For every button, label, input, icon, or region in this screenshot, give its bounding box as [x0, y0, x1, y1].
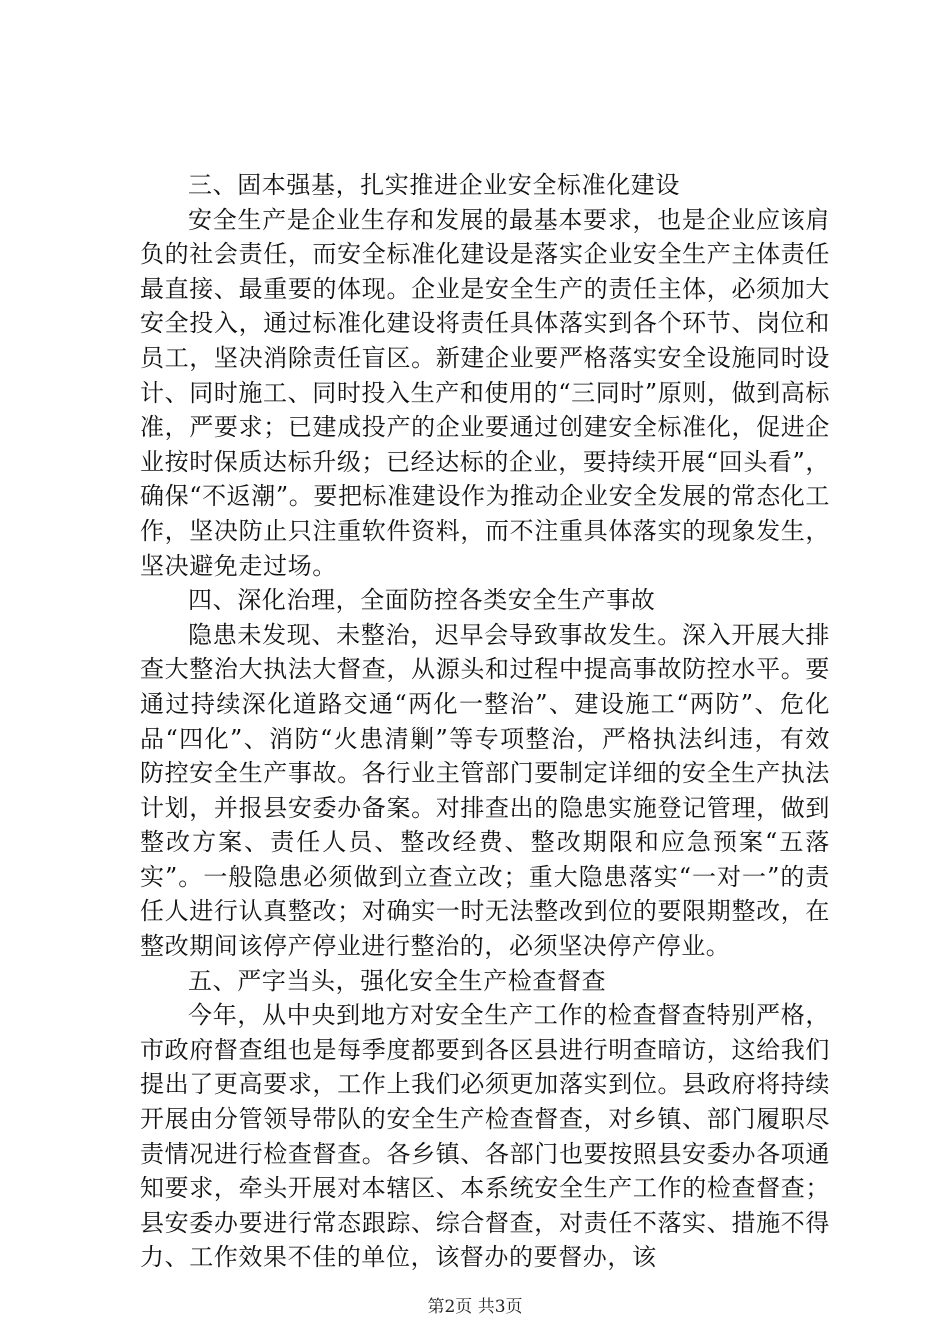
section-paragraph-4: 隐患未发现、未整治，迟早会导致事故发生。深入开展大排查大整治大执法大督查，从源头和过程中提高事故防控水平。要通过持续深化道路交通“两化一整治”、建设施工“两防”、危化品“四化”、消防“火患清剿”等专项整治，严格执法纠违，有效防控安全生产事故。各行业主管部门要制定详细的安全生产执法计划，并报县安委办备案。对排查出的隐患实施登记管理，做到整改方案、责任人员、整改经费、整改期限和应急预案“五落实”。一般隐患必须做到立查立改；重大隐患落实“一对一”的责任人进行认真整改；对确实一时无法整改到位的要限期整改，在整改期间该停产停业进行整治的，必须坚决停产停业。	[140, 620, 830, 961]
section-paragraph-3: 安全生产是企业生存和发展的最基本要求，也是企业应该肩负的社会责任，而安全标准化建设是落实企业安全生产主体责任最直接、最重要的体现。企业是安全生产的责任主体，必须加大安全投入，通过标准化建设将责任具体落实到各个环节、岗位和员工，坚决消除责任盲区。新建企业要严格落实安全设施同时设计、同时施工、同时投入生产和使用的“三同时”原则，做到高标准，严要求；已建成投产的企业要通过创建安全标准化，促进企业按时保质达标升级；已经达标的企业，要持续开展“回头看”，确保“不返潮”。要把标准建设作为推动企业安全发展的常态化工作，坚决防止只注重软件资料，而不注重具体落实的现象发生，坚决避免走过场。	[140, 205, 830, 580]
section-heading-4: 四、深化治理，全面防控各类安全生产事故	[188, 586, 656, 615]
section-paragraph-5: 今年，从中央到地方对安全生产工作的检查督查特别严格，市政府督查组也是每季度都要到各区县进行明查暗访，这给我们提出了更高要求，工作上我们必须更加落实到位。县政府将持续开展由分管领导带队的安全生产检查督查，对乡镇、部门履职尽责情况进行检查督查。各乡镇、各部门也要按照县安委办各项通知要求，牵头开展对本辖区、本系统安全生产工作的检查督查；县安委办要进行常态跟踪、综合督查，对责任不落实、措施不得力、工作效果不佳的单位，该督办的要督办，该	[140, 1001, 830, 1272]
document-body	[140, 168, 830, 1275]
section-heading-5: 五、严字当头，强化安全生产检查督查	[188, 966, 607, 995]
page-footer: 第2页 共3页	[427, 1297, 523, 1317]
section-heading-3: 三、固本强基，扎实推进企业安全标准化建设	[188, 171, 680, 199]
